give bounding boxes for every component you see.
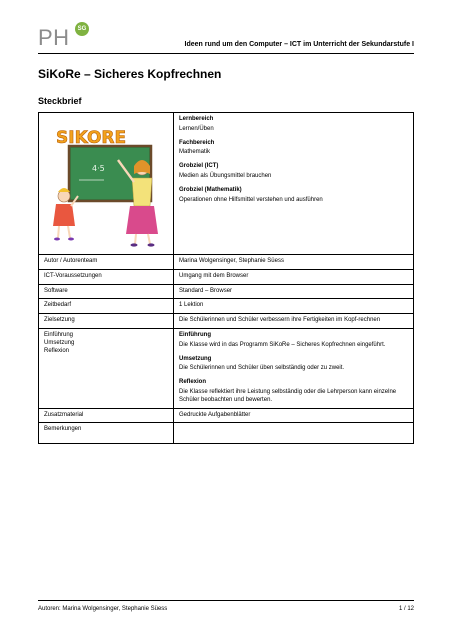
row-label: ICT-Voraussetzungen — [39, 269, 174, 284]
section-title: Steckbrief — [38, 96, 82, 106]
table-row — [39, 269, 414, 284]
goal-text: Operationen ohne Hilfsmittel verstehen und ausführen — [179, 196, 323, 203]
document-title: SiKoRe – Sicheres Kopfrechnen — [38, 67, 222, 81]
phase-heading: Einführung — [179, 331, 211, 338]
board-text: 4·5 — [92, 164, 105, 173]
goal-heading: Fachbereich — [179, 139, 215, 146]
phase-label: Reflexion — [44, 347, 70, 354]
sikore-word: SIKORE — [56, 128, 127, 148]
row-label: Bemerkungen — [39, 423, 174, 444]
ph-logo — [38, 22, 104, 50]
goal-block — [179, 116, 409, 134]
goal-heading: Lernbereich — [179, 116, 214, 122]
phase-text: Die Schülerinnen und Schüler üben selbständig oder zu zweit. — [179, 365, 345, 372]
row-label: Zusatzmaterial — [39, 408, 174, 423]
phase-text: Die Klasse reflektiert ihre Leistung selbständig oder die Lehrperson kann einzelne Schüler beobachten und bewerten. — [179, 388, 397, 403]
goal-block — [179, 187, 409, 205]
table-row — [39, 423, 414, 444]
table-row — [39, 284, 414, 299]
steckbrief-table — [38, 112, 414, 444]
teacher-chalkboard-image — [44, 116, 164, 251]
row-label: Zeitbedarf — [39, 299, 174, 314]
row-value: 1 Lektion — [174, 299, 414, 314]
row-value: Marina Wolgensinger, Stephanie Süess — [174, 255, 414, 270]
table-row — [39, 299, 414, 314]
phase-heading: Reflexion — [179, 379, 207, 386]
phase-label: Einführung — [44, 331, 74, 338]
page-number: 1 / 12 — [398, 606, 414, 612]
phase-block — [179, 356, 409, 374]
table-row — [39, 113, 414, 255]
row-value: Standard – Browser — [174, 284, 414, 299]
logo-badge: SG — [75, 22, 89, 36]
footer-authors: Autoren: Marina Wolgensinger, Stephanie Süess — [38, 606, 168, 612]
table-row — [39, 328, 414, 408]
goal-block — [179, 163, 409, 181]
goal-text: Lernen/Üben — [179, 125, 214, 132]
logo-text: PH — [38, 25, 70, 50]
phase-block — [179, 379, 409, 404]
footer-divider — [38, 600, 414, 601]
goal-heading: Grobziel (Mathematik) — [179, 186, 242, 193]
header-divider — [38, 53, 414, 54]
phase-labels-cell — [39, 328, 174, 408]
sikore-illustration — [44, 116, 164, 251]
row-label: Software — [39, 284, 174, 299]
goal-block — [179, 140, 409, 158]
phase-heading: Umsetzung — [179, 355, 212, 362]
phase-text: Die Klasse wird in das Programm SiKoRe – Sicheres Kopfrechnen eingeführt. — [179, 341, 386, 348]
illustration-cell — [39, 113, 174, 255]
phase-block — [179, 332, 409, 350]
goal-text: Medien als Übungsmittel brauchen — [179, 172, 272, 179]
row-label: Zielsetzung — [39, 314, 174, 329]
phase-label: Umsetzung — [44, 339, 75, 346]
row-value: Umgang mit dem Browser — [174, 269, 414, 284]
row-value: Die Schülerinnen und Schüler verbessern ihre Fertigkeiten im Kopf-rechnen — [174, 314, 414, 329]
phase-details-cell — [174, 328, 414, 408]
goal-text: Mathematik — [179, 149, 211, 156]
row-label: Autor / Autorenteam — [39, 255, 174, 270]
table-row — [39, 314, 414, 329]
table-row — [39, 255, 414, 270]
goal-heading: Grobziel (ICT) — [179, 163, 219, 170]
row-value: Gedruckte Aufgabenblätter — [174, 408, 414, 423]
table-row — [39, 408, 414, 423]
running-header: Ideen rund um den Computer – ICT im Unterricht der Sekundarstufe I — [184, 41, 414, 48]
goals-cell — [174, 113, 414, 255]
row-value — [174, 423, 414, 444]
